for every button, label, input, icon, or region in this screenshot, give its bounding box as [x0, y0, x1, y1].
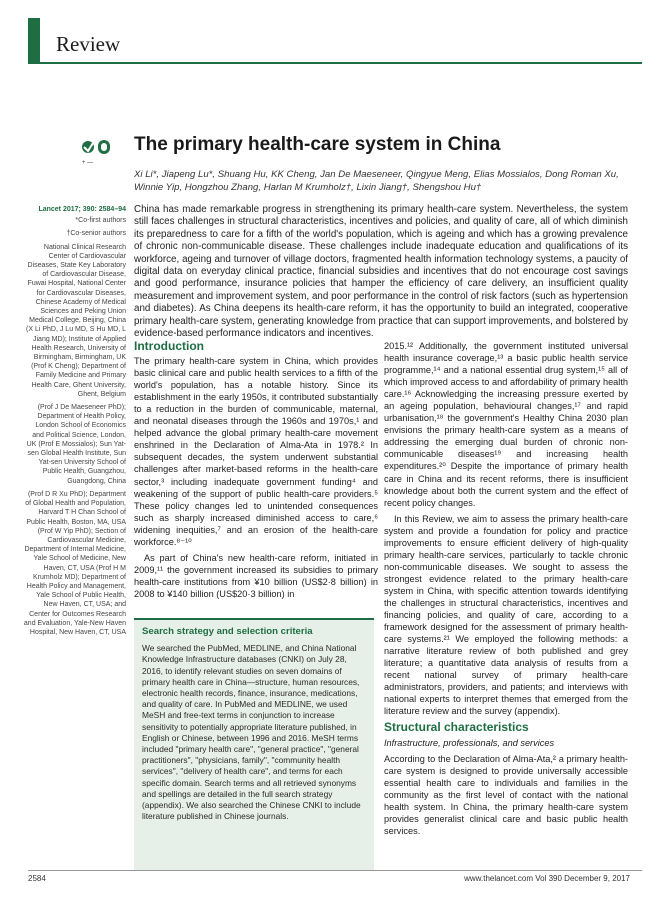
header-rule	[28, 62, 642, 64]
section-label: Review	[56, 32, 121, 56]
affiliation-block: (Prof D R Xu PhD); Department of Global Health and Population, Harvard T H Chan School of Public Health, Boston, MA, USA (Prof W Yip PhD); Section of Cardiovascular Medicine, Department of Internal Medicine, Yale School of Medicine, New Haven, CT, USA (Prof H M Krumholz MD); Department of Health Policy and Management, Yale School of Public Health, New Haven, CT, USA; and Center for Outcomes Research and Evaluation, Yale-New Haven Hospital, New Haven, CT, USA	[23, 490, 126, 636]
crossmark-icon[interactable]	[78, 138, 126, 168]
affiliation-block: National Clinical Research Center of Cardiovascular Diseases, State Key Laboratory of Cardiovascular Disease, Fuwai Hospital, National Center for Cardiovascular Diseases, Chinese Academy of Medical Sciences and Peking Union Medical College, Beijing, China (X Li PhD, J Lu MD, S Hu MD, L Jiang MD); Institute of Applied Health Research, University of Birmingham, Birmingham, UK (Prof K Cheng); Department of Family Medicine and Primary Health Care, Ghent University, Ghent, Belgium	[26, 243, 126, 398]
body-column-left	[134, 340, 378, 604]
body-column-right	[384, 340, 628, 841]
panel-heading: Search strategy and selection criteria	[134, 618, 374, 643]
search-strategy-panel	[134, 618, 374, 870]
affiliations-sidebar	[22, 205, 126, 641]
body-paragraph: As part of China's new health-care reform, initiated in 2009,¹¹ the government increased its subsidies to primary health-care institutions from ¥10 billion (US$2·8 billion) in 2008 to ¥140 billion (US$20·3 billion) in	[134, 552, 378, 599]
article-badges	[78, 138, 126, 168]
intro-heading: Introduction	[134, 339, 204, 353]
body-paragraph: According to the Declaration of Alma-Ata,² a primary health-care system is designed to provide universally accessible essential health care to individuals and families in the community as the first level of contact with the national health system. In China, the primary health-care system provides generalist clinical care and basic public health services.	[384, 753, 628, 836]
structural-subheading: Infrastructure, professionals, and services	[384, 737, 555, 748]
body-paragraph: 2015.¹² Additionally, the government instituted universal health insurance coverage,¹³ a basic public health service programme,¹⁴ and a national essential drug system,¹⁵ all of which improved access to and affordability of primary health care.¹⁶ Acknowledging the increasing pressure exerted by an ageing population, behavioural changes,¹⁷ and rapid urbanisation,¹⁸ the government's Healthy China 2030 plan envisions the primary health-care system as a means of addressing the emerging dual burden of chronic non-communicable diseases¹⁹ and increasing health expenditures.²⁰ Despite the importance of primary health care in China and its recent reforms, there is insufficient knowledge about both the current system and the effect of recent policy changes.	[384, 341, 628, 508]
co-first-note: *Co-first authors	[75, 217, 126, 225]
abstract: China has made remarkable progress in strengthening its primary health-care system. Nevertheless, the system still faces challenges in structural characteristics, incentives and policies, and quality of care, all of which diminish its preparedness to care for a fifth of the world's population, which is ageing and which has a growing prevalence of chronic non-communicable disease. These challenges include inadequate education and qualifications of its workforce, ageing and turnover of village doctors, fragmented health information technology systems, a paucity of digital data on everyday clinical practice, financial subsidies and incentives that do not encourage cost savings and good performance, insurance policies that hamper the efficiency of care delivery, an insufficient quality measurement and improvement system, and poor performance in the control of risk factors (such as hypertension and diabetes). As China deepens its health-care reform, it has the opportunity to build an integrated, cooperative primary health-care system, generating knowledge from practice that can support improvements, and bolstered by evidence-based performance indicators and incentives.	[134, 204, 628, 340]
author-list: Xi Li*, Jiapeng Lu*, Shuang Hu, KK Cheng, Jan De Maeseneer, Qingyue Meng, Elias Mossialos, Dong Roman Xu, Winnie Yip, Hongzhou Zhang, Harlan M Krumholz†, Lixin Jiang†, Shengshou Hu†	[134, 169, 619, 193]
article-title: The primary health-care system in China	[134, 134, 501, 155]
affiliation-block: (Prof J De Maeseneer PhD); Department of Health Policy, London School of Economics and Political Science, London, UK (Prof E Mossialos); Sun Yat-sen Global Health Institute, Sun Yat-sen University School of Public Health, Guangzhou, Guangdong, China	[26, 404, 126, 485]
journal-footer[interactable]: www.thelancet.com Vol 390 December 9, 2017	[464, 874, 630, 883]
citation: Lancet 2017; 390: 2584–94	[38, 206, 126, 213]
structural-heading: Structural characteristics	[384, 720, 529, 735]
body-paragraph: In this Review, we aim to assess the primary health-care system and provide a foundation for policy and practice improvements to ensure efficient delivery of high-quality primary health-care services, particularly to tackle chronic non-communicable diseases. We sought to assess the strongest evidence related to the primary health-care system in China, with specific attention towards identifying the challenges in structural characteristics, incentives and financing policies, and quality of care, according to a framework designed for the assessment of primary health-care systems.²¹ We employed the following methods: a narrative literature review of both published and grey literature; a quantitative data analysis of results from a recent national survey of primary health-care administrators, providers, and patients; and interviews with national experts to interpret themes that emerged from the literature review and the survey (appendix).	[384, 513, 628, 717]
footer-rule	[28, 870, 642, 871]
body-paragraph: The primary health-care system in China, which provides basic clinical care and public health services to a fifth of the world's population, has a notable history. Since its establishment in the early 1950s, it contributed substantially to a reduction in the burden of communicable, maternal, and neonatal diseases through the 1960s and 1970s,¹ and helped advance the global primary health-care movement enshrined in the Declaration of Alma-Ata in 1978.² In subsequent decades, the system underwent substantial challenges after market-based reforms in the health-care sector,³ including inadequate government funding⁴ and weakening of the support of public health-care providers.⁵ These policy changes led to unintended consequences such as sharply increased diminished access to care,⁶ widening inequities,⁷ and an erosion of the health-care workforce.⁸⁻¹⁰	[134, 356, 378, 547]
page-number: 2584	[28, 874, 46, 883]
svg-text:+ —: + —	[82, 160, 94, 166]
section-color-bar	[28, 18, 40, 62]
panel-text: We searched the PubMed, MEDLINE, and China National Knowledge Infrastructure databases (CNKI) on July 28, 2016, to identify relevant studies on seven domains of primary health care in China—structure, human resources, electronic health records, finance, insurance, medications, and quality of care. In PubMed and MEDLINE, we used MeSH and free-text terms in conjunction to increase sensitivity to potentially appropriate literature published, in English or Chinese, between 1996 and 2016. MeSH terms included "primary health care", "general practice", "general practitioners", "physicians, family", "community health services", "delivery of health care", and terms for each specific domain. Search terms and all retrieved synonyms and spellings are detailed in the full search strategy (appendix). We also searched the Chinese CNKI to include literature published in Chinese journals.	[142, 643, 361, 822]
co-senior-note: †Co-senior authors	[66, 230, 126, 238]
